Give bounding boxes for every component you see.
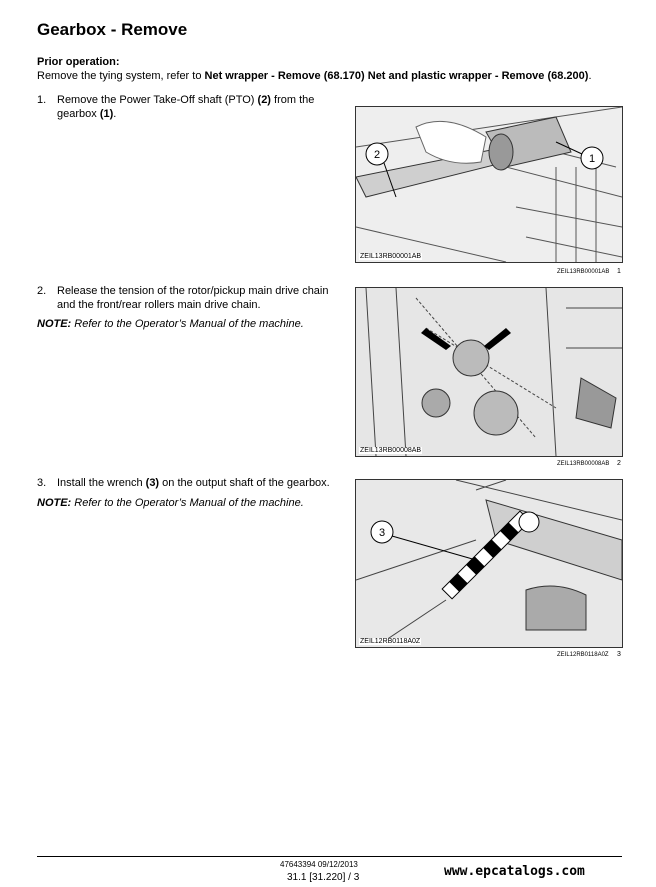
figure-1-image <box>355 106 623 263</box>
ref-net-wrapper[interactable]: Net wrapper - Remove (68.170) <box>204 70 365 82</box>
step-3: 3. Install the wrench (3) on the output shaft of the gearbox. <box>37 477 330 489</box>
figure-2-number: 2 <box>617 460 621 467</box>
step-2: 2. Release the tension of the rotor/pickup main drive chain and the front/rear rollers main drive chain. <box>37 285 329 311</box>
wrench-illustration <box>356 480 622 647</box>
footer-divider <box>37 856 622 857</box>
figure-1-number: 1 <box>617 268 621 275</box>
figure-2-code: ZEIL13RB00008AB <box>360 447 422 454</box>
footer-page-number: 31.1 [31.220] / 3 <box>287 872 360 883</box>
step-1: 1. Remove the Power Take-Off shaft (PTO) (2) from the gearbox (1). <box>37 94 315 120</box>
figure-3-caption: ZEIL12RB0118A0Z <box>557 652 609 658</box>
note-2: NOTE: Refer to the Operator’s Manual of the machine. <box>37 497 304 509</box>
svg-text:2: 2 <box>373 149 381 161</box>
figure-3-image <box>355 479 623 648</box>
figure-1-caption: ZEIL13RB00001AB <box>557 269 610 275</box>
note-1: NOTE: Refer to the Operator’s Manual of the machine. <box>37 318 304 330</box>
footer-doc-id: 47643394 09/12/2013 <box>280 860 358 869</box>
page-title: Gearbox - Remove <box>37 20 188 39</box>
figure-3-code: ZEIL12RB0118A0Z <box>360 638 421 645</box>
pto-gearbox-illustration <box>356 107 622 262</box>
svg-text:3: 3 <box>378 527 386 539</box>
ref-net-plastic-wrapper[interactable]: Net and plastic wrapper - Remove (68.200) <box>367 70 589 82</box>
prior-operation-heading: Prior operation: <box>37 56 120 68</box>
figure-2-caption: ZEIL13RB00008AB <box>557 461 610 467</box>
figure-3-number: 3 <box>617 651 621 658</box>
prior-operation-text: Remove the tying system, refer to Net wrapper - Remove (68.170) Net and plastic wrapper - Remove (68.200). <box>37 70 592 82</box>
figure-2-image <box>355 287 623 457</box>
svg-text:1: 1 <box>588 153 596 165</box>
footer-website-link[interactable]: www.epcatalogs.com <box>444 864 585 879</box>
drive-chain-illustration <box>356 288 622 456</box>
figure-1-code: ZEIL13RB00001AB <box>360 253 422 260</box>
